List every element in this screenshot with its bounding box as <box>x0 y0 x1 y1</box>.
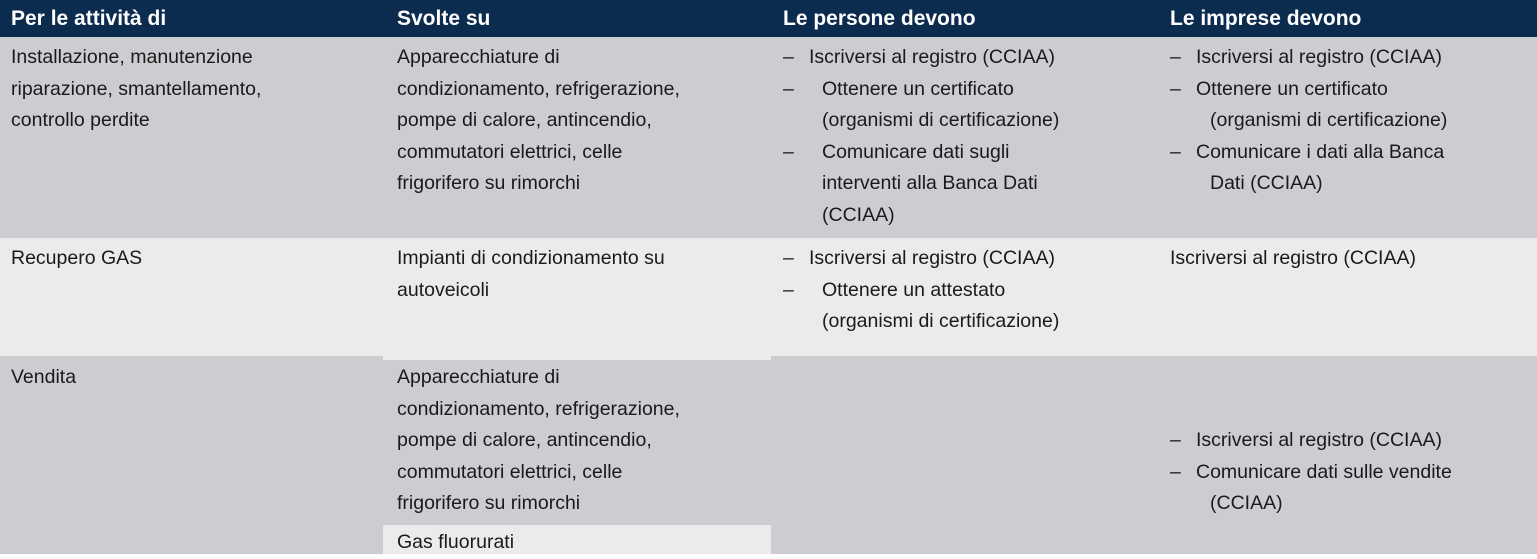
list-item <box>783 42 1059 74</box>
bullet-dash: – <box>1170 46 1181 68</box>
text-line: (organismi di certificazione) <box>822 109 1060 131</box>
text-line: Ottenere un certificato <box>1196 77 1388 100</box>
text-line: Iscriversi al registro (CCIAA) <box>1196 429 1442 451</box>
list-item <box>1170 425 1452 457</box>
list-item <box>783 275 1059 338</box>
row1-on <box>397 42 680 200</box>
row2-companies: Iscriversi al registro (CCIAA) <box>1170 247 1416 269</box>
text-line: autoveicoli <box>397 278 490 301</box>
text-line: Iscriversi al registro (CCIAA) <box>809 247 1055 269</box>
row2-persons <box>783 243 1059 338</box>
row3-on-extra: Gas fluorurati <box>397 531 515 553</box>
text-line: frigorifero su rimorchi <box>397 492 581 514</box>
text-line: Impianti di condizionamento su <box>397 247 665 269</box>
text-line: Installazione, manutenzione <box>11 46 253 68</box>
text-line: riparazione, smantellamento, <box>11 77 262 100</box>
list-item <box>1170 42 1447 74</box>
row3-activity <box>11 362 76 394</box>
text-line: Comunicare dati sulle vendite <box>1196 460 1452 483</box>
text-line: Dati (CCIAA) <box>1210 172 1323 194</box>
text-line: pompe di calore, antincendio, <box>397 429 652 451</box>
bullet-dash: – <box>1170 429 1181 451</box>
text-line: condizionamento, refrigerazione, <box>397 397 680 420</box>
text-line: condizionamento, refrigerazione, <box>397 77 680 100</box>
text-line: Comunicare dati sugli <box>822 140 1010 163</box>
list-item <box>783 74 1059 137</box>
text-line: frigorifero su rimorchi <box>397 172 581 194</box>
text-line: controllo perdite <box>11 109 150 131</box>
bullet-dash: – <box>1170 460 1181 483</box>
text-line: Apparecchiature di <box>397 46 560 68</box>
bullet-dash: – <box>783 140 794 163</box>
text-line: (organismi di certificazione) <box>1210 109 1448 131</box>
text-line: Ottenere un certificato <box>822 77 1014 100</box>
text-line: Iscriversi al registro (CCIAA) <box>1196 46 1442 68</box>
row3-companies <box>1170 425 1452 520</box>
list-item <box>783 243 1059 275</box>
bullet-dash: – <box>783 77 794 100</box>
table-header <box>0 0 1537 37</box>
row2-activity <box>11 243 142 275</box>
header-companies-must: Le imprese devono <box>1170 7 1362 30</box>
text-line: (organismi di certificazione) <box>822 310 1060 332</box>
row1-companies <box>1170 42 1447 200</box>
list-item <box>783 137 1059 232</box>
list-item <box>1170 137 1447 200</box>
header-persons-must: Le persone devono <box>783 7 976 30</box>
bullet-dash: – <box>1170 140 1181 163</box>
row3-on <box>397 362 680 520</box>
row1-persons <box>783 42 1059 231</box>
bullet-dash: – <box>783 247 794 269</box>
text-line: Vendita <box>11 366 77 388</box>
bullet-dash: – <box>783 278 794 301</box>
text-line: Comunicare i dati alla Banca <box>1196 140 1445 163</box>
header-performed-on: Svolte su <box>397 7 491 30</box>
list-item <box>1170 457 1452 520</box>
row1-activity <box>11 42 261 137</box>
text-line: interventi alla Banca Dati <box>822 172 1038 194</box>
text-line: Recupero GAS <box>11 247 143 269</box>
bullet-dash: – <box>783 46 794 68</box>
cell-divider <box>383 356 771 360</box>
text-line: Apparecchiature di <box>397 366 560 388</box>
row2-on <box>397 243 665 306</box>
text-line: commutatori elettrici, celle <box>397 460 623 483</box>
text-line: Ottenere un attestato <box>822 278 1006 301</box>
header-activities: Per le attività di <box>11 7 167 30</box>
text-line: (CCIAA) <box>1210 492 1283 514</box>
bullet-dash: – <box>1170 77 1181 100</box>
list-item <box>1170 74 1447 137</box>
text-line: commutatori elettrici, celle <box>397 140 623 163</box>
text-line: pompe di calore, antincendio, <box>397 109 652 131</box>
text-line: Iscriversi al registro (CCIAA) <box>809 46 1055 68</box>
text-line: (CCIAA) <box>822 203 895 226</box>
